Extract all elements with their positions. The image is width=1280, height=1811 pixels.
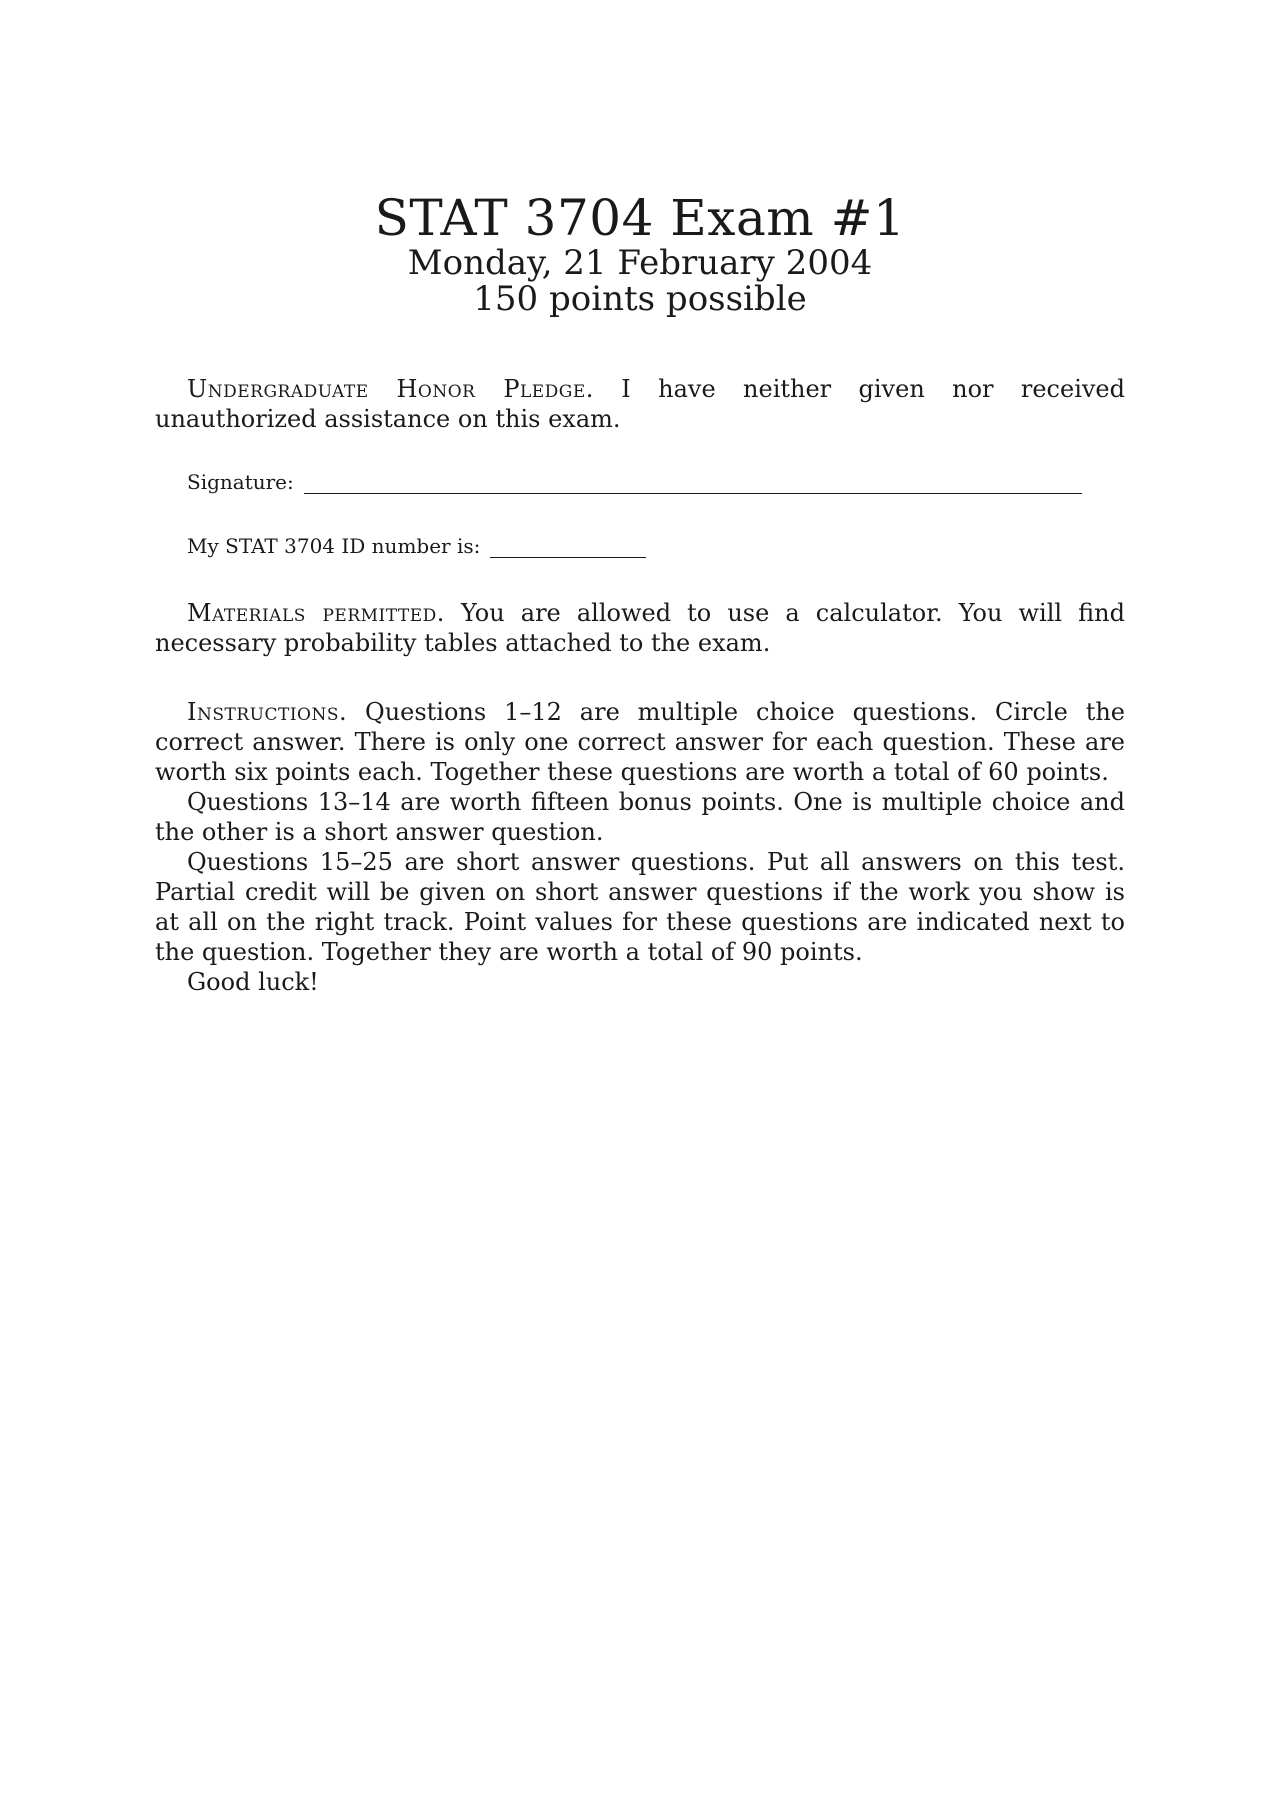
signature-field <box>187 470 1082 494</box>
materials-text: You are allowed to use a calculator. You will find necessary probability tables attached to the exam. <box>155 599 1125 657</box>
honor-pledge-heading: Undergraduate Honor Pledge. <box>187 375 594 403</box>
honor-pledge <box>155 374 1125 434</box>
signature-label: Signature: <box>187 470 294 494</box>
exam-date: Monday, 21 February 2004 <box>407 243 873 283</box>
instructions-paragraph-2: Questions 13–14 are worth fifteen bonus points. One is multiple choice and the other is a short answer question. <box>155 788 1125 846</box>
instructions <box>155 697 1125 997</box>
id-number-label: My STAT 3704 ID number is: <box>187 534 481 558</box>
instructions-paragraph-1 <box>155 697 1125 787</box>
signature-line[interactable] <box>304 473 1082 494</box>
id-number-line[interactable] <box>490 537 646 558</box>
exam-title: STAT 3704 Exam #1 <box>374 189 906 247</box>
honor-pledge-text: I have neither given nor received unauthorized assistance on this exam. <box>155 375 1125 433</box>
instructions-heading: Instructions. <box>187 698 348 726</box>
instructions-paragraph-3: Questions 15–25 are short answer questions. Put all answers on this test. Partial credit will be given on short answer questions if the work you show is at all on the right track. Point values for these questions are indicated next to the question. Together they are worth a total of 90 points. <box>155 848 1125 966</box>
materials-permitted <box>155 598 1125 658</box>
exam-points: 150 points possible <box>473 279 807 319</box>
instructions-p1-text: Questions 1–12 are multiple choice questions. Circle the correct answer. There is only one correct answer for each question. These are worth six points each. Together these questions are worth a total of 60 points. <box>155 698 1125 786</box>
id-number-field <box>187 534 646 558</box>
instructions-good-luck: Good luck! <box>187 968 319 996</box>
materials-heading: Materials permitted. <box>187 599 445 627</box>
